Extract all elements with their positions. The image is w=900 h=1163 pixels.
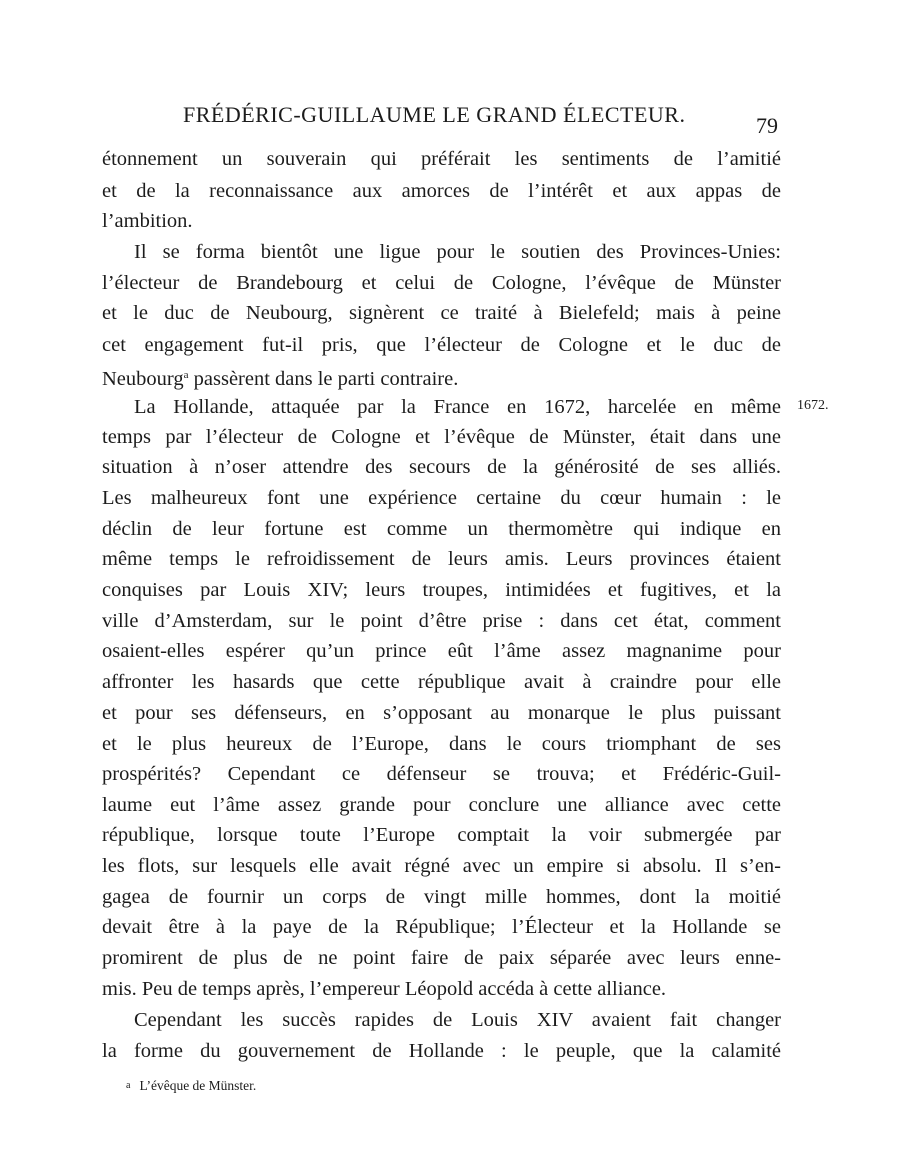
text-line: situation à n’oser attendre des secours de la générosité de ses alliés. bbox=[102, 456, 781, 478]
text-line: laume eut l’âme assez grande pour conclure une alliance avec cette bbox=[102, 794, 781, 816]
text-line: promirent de plus de ne point faire de paix séparée avec leurs enne- bbox=[102, 947, 781, 969]
margin-note-year: 1672. bbox=[797, 398, 829, 413]
line-start: Neubourg bbox=[102, 368, 184, 390]
text-line: affronter les hasards que cette république avait à craindre pour elle bbox=[102, 671, 781, 693]
text-line: la forme du gouvernement de Hollande : le peuple, que la calamité bbox=[102, 1040, 781, 1062]
text-line: devait être à la paye de la République; l’Électeur et la Hollande se bbox=[102, 916, 781, 938]
text-line: La Hollande, attaquée par la France en 1672, harcelée en même bbox=[134, 396, 781, 418]
text-line: Cependant les succès rapides de Louis XIV avaient fait changer bbox=[134, 1009, 781, 1031]
running-header: FRÉDÉRIC-GUILLAUME LE GRAND ÉLECTEUR. bbox=[183, 102, 686, 127]
footnote-text: L’évêque de Münster. bbox=[139, 1078, 257, 1093]
text-line: conquises par Louis XIV; leurs troupes, intimidées et fugitives, et la bbox=[102, 579, 781, 601]
footnote-reference[interactable]: a bbox=[183, 369, 189, 381]
text-line: cet engagement fut-il pris, que l’électeur de Cologne et le duc de bbox=[102, 334, 781, 356]
text-line: et le duc de Neubourg, signèrent ce traité à Bielefeld; mais à peine bbox=[102, 302, 781, 324]
text-line: les flots, sur lesquels elle avait régné avec un empire si absolu. Il s’en- bbox=[102, 855, 781, 877]
text-line: osaient-elles espérer qu’un prince eût l’âme assez magnanime pour bbox=[102, 640, 781, 662]
text-line: l’électeur de Brandebourg et celui de Cologne, l’évêque de Münster bbox=[102, 272, 781, 294]
text-line: Il se forma bientôt une ligue pour le soutien des Provinces-Unies: bbox=[134, 241, 781, 263]
text-line: et pour ses défenseurs, en s’opposant au monarque le plus puissant bbox=[102, 702, 781, 724]
text-line: temps par l’électeur de Cologne et l’évêque de Münster, était dans une bbox=[102, 426, 781, 448]
page-number: 79 bbox=[756, 113, 778, 138]
text-line: et de la reconnaissance aux amorces de l’intérêt et aux appas de bbox=[102, 180, 781, 202]
text-line: même temps le refroidissement de leurs amis. Leurs provinces étaient bbox=[102, 548, 781, 570]
text-line: gagea de fournir un corps de vingt mille hommes, dont la moitié bbox=[102, 886, 781, 908]
text-line: Les malheureux font une expérience certaine du cœur humain : le bbox=[102, 487, 781, 509]
text-line: prospérités? Cependant ce défenseur se trouva; et Frédéric-Guil- bbox=[102, 763, 781, 785]
text-line: ville d’Amsterdam, sur le point d’être prise : dans cet état, comment bbox=[102, 610, 781, 632]
line-end: passèrent dans le parti contraire. bbox=[188, 368, 459, 390]
text-line: l’ambition. bbox=[102, 210, 193, 232]
text-line: et le plus heureux de l’Europe, dans le cours triomphant de ses bbox=[102, 733, 781, 755]
text-line: déclin de leur fortune est comme un thermomètre qui indique en bbox=[102, 518, 781, 540]
text-line: mis. Peu de temps après, l’empereur Léopold accéda à cette alliance. bbox=[102, 978, 667, 1000]
footnote-marker: a bbox=[126, 1080, 131, 1091]
text-line bbox=[102, 360, 781, 394]
text-line: république, lorsque toute l’Europe comptait la voir submergée par bbox=[102, 824, 781, 846]
footnote bbox=[126, 1078, 256, 1094]
text-line: étonnement un souverain qui préférait les sentiments de l’amitié bbox=[102, 148, 781, 170]
